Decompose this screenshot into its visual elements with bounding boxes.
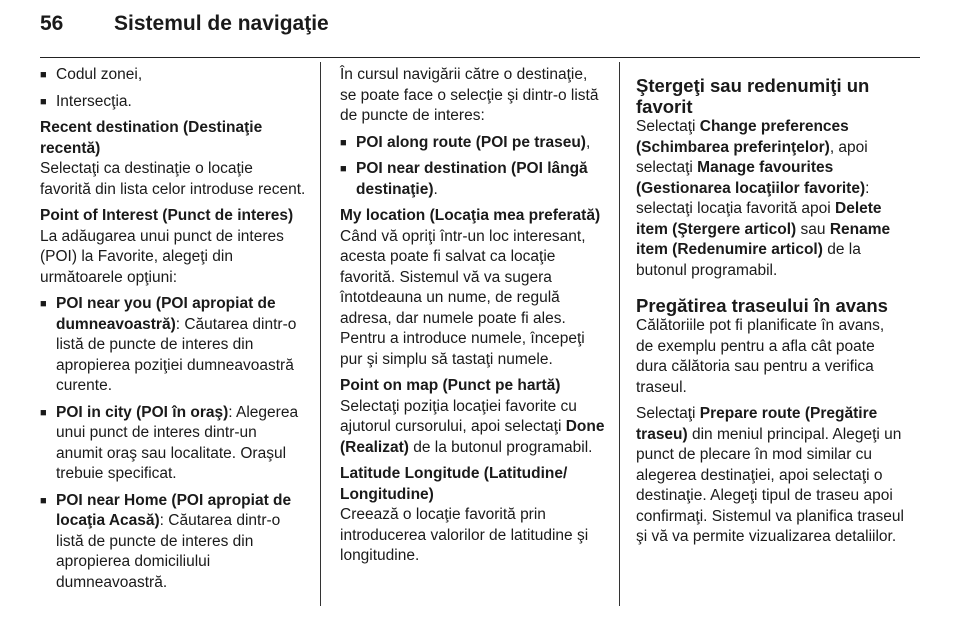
point-on-map-heading: Point on map (Punct pe hartă) <box>340 377 561 394</box>
recent-destination-text: Selectaţi ca destinaţie o locaţie favorită din lista celor introduse recent. <box>40 160 306 198</box>
poi-text: La adăugarea unui punct de interes (POI) la Favorite, alegeţi din următoarele opţiuni: <box>40 227 284 286</box>
list-item <box>40 491 306 594</box>
option-text: : Alegerea unui punct de interes dintr-un anumit oraş sau localitate. Oraşul trebuie specificat. <box>56 403 299 482</box>
column-divider <box>619 62 620 606</box>
list-item <box>40 403 306 485</box>
header-rule <box>40 57 920 58</box>
prepare-route-text: Selectaţi Prepare route (Pregătire traseu) din meniul principal. Alegeţi un punct de plecare în mod similar cu alegerea destinaţiei, apoi selectaţi o destinaţie. Alegeţi tipul de traseu apoi confirmaţi. Sistemul va planifica traseul şi vă va permite vizualizarea detaliilor. <box>636 405 904 545</box>
column-middle <box>340 65 606 573</box>
recent-destination-heading: Recent destination (Destinaţie recentă) <box>40 119 263 157</box>
prepare-route-heading: Pregătirea traseului în avans <box>636 295 888 316</box>
page-header <box>0 0 960 62</box>
option-text: : Căutarea dintr-o listă de puncte de interes din apropierea poziţiei dumneavoastră curente. <box>56 315 297 394</box>
poi-heading: Point of Interest (Punct de interes) <box>40 207 294 224</box>
route-intro-text: În cursul navigării către o destinaţie, se poate face o selecţie şi dintr-o listă de puncte de interes: <box>340 66 599 124</box>
column-right <box>636 65 904 554</box>
bullet-square-icon: ■ <box>40 95 47 108</box>
point-on-map-text: Selectaţi poziţia locaţiei favorite cu ajutorul cursorului, apoi selectaţi Done (Realizat) de la butonul programabil. <box>340 397 605 456</box>
done-label: Done (Realizat) <box>340 418 605 456</box>
bullet-square-icon: ■ <box>40 494 47 507</box>
list-item: ■ Codul zonei, <box>40 65 306 86</box>
my-location-text: Când vă opriţi într-un loc interesant, acesta poate fi salvat ca locaţie favorită. Sistemul vă va sugera întotdeauna un nume, de regulă adresa, dar numele poate fi ales. Pentru a introduce numele, începeţi pur şi simplu să tastaţi numele. <box>340 227 586 368</box>
list-item <box>340 133 606 154</box>
prepare-route-intro: Călătoriile pot fi planificate în avans, de exemplu pentru a afla cât poate dura călătoria sau pentru a verifica traseul. <box>636 317 885 396</box>
bullet-square-icon: ■ <box>40 298 47 310</box>
option-label: POI near you (POI apropiat de dumneavoastră) <box>56 295 276 333</box>
bullet-square-icon: ■ <box>40 406 47 419</box>
option-text: . <box>433 180 438 198</box>
page-number: 56 <box>40 12 64 35</box>
option-label: POI near destination (POI lângă destinaţie) <box>356 160 588 198</box>
page-title: Sistemul de navigaţie <box>114 12 329 35</box>
option-text: , <box>585 133 591 151</box>
column-divider <box>320 62 321 606</box>
delete-rename-text: Selectaţi Change preferences (Schimbarea preferinţelor), apoi selectaţi Manage favourites (Gestionarea locaţiilor favorite): selectaţi locaţia favorită apoi Delete item (Ştergere articol) sau Rename item (Redenumire articol) de la butonul programabil. <box>636 118 891 279</box>
bullet-square-icon: ■ <box>340 136 347 149</box>
option-label: POI along route (POI pe traseu) <box>356 133 586 151</box>
list-item <box>40 294 306 397</box>
lat-long-text: Creează o locaţie favorită prin introducerea valorilor de latitudine şi longitudine. <box>340 506 589 564</box>
bullet-square-icon: ■ <box>340 163 347 175</box>
delete-rename-heading: Ştergeţi sau redenumiţi un favorit <box>636 75 870 117</box>
option-label: POI in city (POI în oraş) <box>56 403 229 421</box>
option-label: POI near Home (POI apropiat de locaţia Acasă) <box>56 491 292 529</box>
list-item: ■ Intersecţia. <box>40 92 306 113</box>
list-item <box>340 159 606 200</box>
lat-long-heading: Latitude Longitude (Latitudine/ Longitudine) <box>340 465 568 503</box>
my-location-heading: My location (Locaţia mea preferată) <box>340 207 601 224</box>
column-left <box>40 65 306 599</box>
bullet-square-icon: ■ <box>40 69 47 81</box>
option-text: : Căutarea dintr-o listă de puncte de interes din apropierea domiciliului dumneavoastră. <box>56 512 281 591</box>
